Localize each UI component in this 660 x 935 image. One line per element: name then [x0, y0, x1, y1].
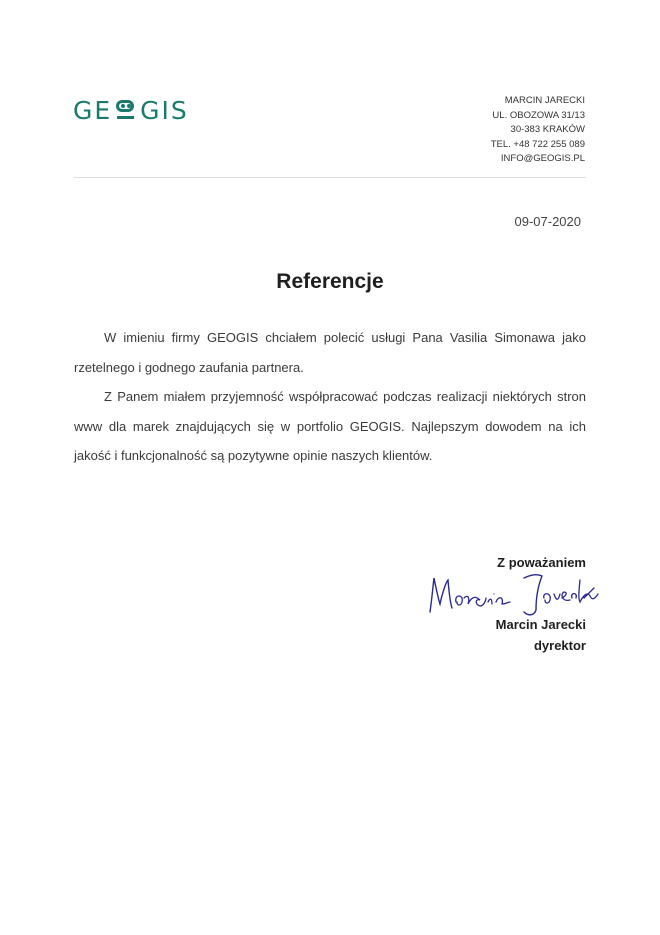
- signer-block: [496, 614, 586, 656]
- letter-date: 09-07-2020: [514, 214, 581, 229]
- signer-role: dyrektor: [533, 638, 586, 653]
- contact-email: INFO@GEOGIS.PL: [500, 153, 585, 164]
- signer-name: Marcin Jarecki: [495, 617, 586, 632]
- logo-text-right: GIS: [140, 95, 189, 125]
- signature-icon: [424, 568, 604, 618]
- contact-city: 30-383 KRAKÓW: [510, 124, 585, 135]
- paragraph: W imieniu firmy GEOGIS chciałem polecić usługi Pana Vasilia Simonawa jako rzetelnego i godnego zaufania partnera.: [74, 330, 586, 375]
- closing-phrase: Z poważaniem: [497, 555, 586, 570]
- contact-block: [491, 94, 585, 167]
- contact-street: UL. OBOZOWA 31/13: [492, 109, 585, 121]
- paragraph: Z Panem miałem przyjemność współpracować podczas realizacji niektórych stron www dla marek znajdujących się w portfolio GEOGIS. Najlepszym dowodem na ich jakość i funkcjonalność są pozytywne opinie naszych klientów.: [74, 389, 586, 463]
- letter-title: Referencje: [276, 270, 384, 293]
- letter-body: [74, 323, 586, 471]
- header-divider: [74, 177, 586, 178]
- geogis-logo: [73, 96, 189, 124]
- contact-name: MARCIN JARECKI: [504, 95, 585, 106]
- robot-face-icon: [115, 98, 137, 122]
- logo-text-left: GE: [73, 95, 113, 125]
- contact-phone: TEL. +48 722 255 089: [490, 138, 585, 150]
